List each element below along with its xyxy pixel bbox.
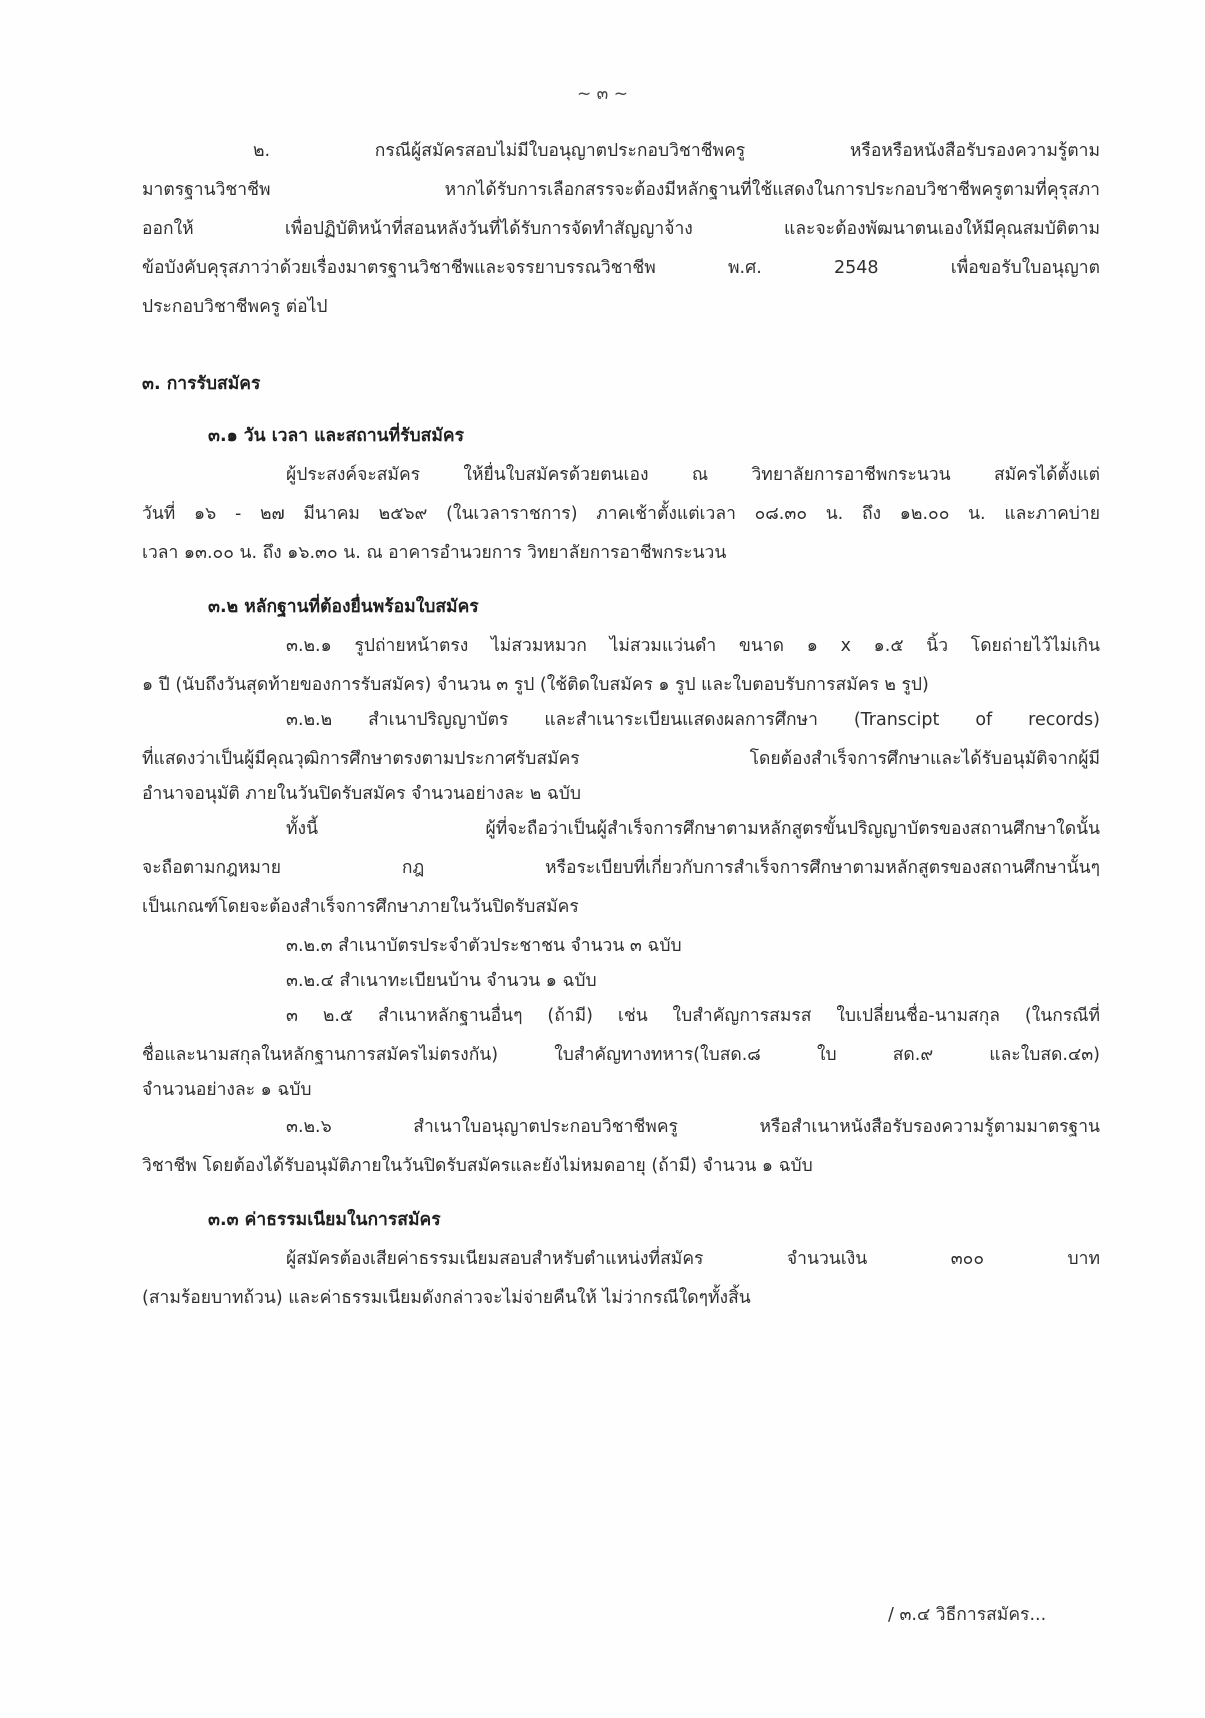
paragraph-line: อำนาจอนุมัติ ภายในวันปิดรับสมัคร จำนวนอย่างละ ๒ ฉบับ [142, 784, 581, 804]
evidence-item-3-2-3: ๓.๒.๓ สำเนาบัตรประจำตัวประชาชน จำนวน ๓ ฉบับ [286, 936, 682, 956]
evidence-item-3-2-1: ๓.๒.๑ รูปถ่ายหน้าตรง ไม่สวมหมวก ไม่สวมแว่นดำ ขนาด ๑ x ๑.๕ นิ้ว โดยถ่ายไว้ไม่เกิน [286, 636, 1100, 656]
section-3-heading: ๓. การรับสมัคร [142, 374, 261, 394]
evidence-item-3-2-5: ๓ ๒.๕ สำเนาหลักฐานอื่นๆ (ถ้ามี) เช่น ใบสำคัญการสมรส ใบเปลี่ยนชื่อ-นามสกุล (ในกรณีที่ [286, 1006, 1100, 1026]
page-number: ~ ๓ ~ [577, 84, 628, 104]
continuation-note: / ๓.๔ วิธีการสมัคร... [888, 1605, 1047, 1625]
paragraph-line: ที่แสดงว่าเป็นผู้มีคุณวุฒิการศึกษาตรงตามประกาศรับสมัคร โดยต้องสำเร็จการศึกษาและได้รับอนุมัติจากผู้มี [142, 749, 1100, 769]
paragraph-line: จำนวนอย่างละ ๑ ฉบับ [142, 1080, 312, 1100]
paragraph-line: ๑ ปี (นับถึงวันสุดท้ายของการรับสมัคร) จำนวน ๓ รูป (ใช้ติดใบสมัคร ๑ รูป และใบตอบรับการสมัคร ๒ รูป) [142, 675, 929, 695]
paragraph-line: เป็นเกณฑ์โดยจะต้องสำเร็จการศึกษาภายในวันปิดรับสมัคร [142, 897, 579, 917]
paragraph-line: ผู้สมัครต้องเสียค่าธรรมเนียมสอบสำหรับตำแหน่งที่สมัคร จำนวนเงิน ๓๐๐ บาท [286, 1249, 1100, 1269]
paragraph-line: ๒. กรณีผู้สมัครสอบไม่มีใบอนุญาตประกอบวิชาชีพครู หรือหรือหนังสือรับรองความรู้ตาม [253, 141, 1100, 161]
evidence-item-3-2-2: ๓.๒.๒ สำเนาปริญญาบัตร และสำเนาระเบียนแสดงผลการศึกษา (Transcipt of records) [286, 710, 1100, 730]
paragraph-line: ออกให้ เพื่อปฏิบัติหน้าที่สอนหลังวันที่ได้รับการจัดทำสัญญาจ้าง และจะต้องพัฒนาตนเองให้มีคุณสมบัติตาม [142, 219, 1100, 239]
paragraph-line: วันที่ ๑๖ - ๒๗ มีนาคม ๒๕๖๙ (ในเวลาราชการ) ภาคเช้าตั้งแต่เวลา ๐๘.๓๐ น. ถึง ๑๒.๐๐ น. และภาคบ่าย [142, 504, 1100, 524]
paragraph-line: มาตรฐานวิชาชีพ หากได้รับการเลือกสรรจะต้องมีหลักฐานที่ใช้แสดงในการประกอบวิชาชีพครูตามที่คุรุสภา [142, 180, 1100, 200]
subsection-3-1-heading: ๓.๑ วัน เวลา และสถานที่รับสมัคร [208, 426, 464, 446]
evidence-item-3-2-4: ๓.๒.๔ สำเนาทะเบียนบ้าน จำนวน ๑ ฉบับ [286, 971, 597, 991]
subsection-3-3-heading: ๓.๓ ค่าธรรมเนียมในการสมัคร [208, 1210, 441, 1230]
paragraph-line: ข้อบังคับคุรุสภาว่าด้วยเรื่องมาตรฐานวิชาชีพและจรรยาบรรณวิชาชีพ พ.ศ. 2548 เพื่อขอรับใบอนุญาต [142, 258, 1100, 278]
subsection-3-2-heading: ๓.๒ หลักฐานที่ต้องยื่นพร้อมใบสมัคร [208, 597, 479, 617]
paragraph-line: ชื่อและนามสกุลในหลักฐานการสมัครไม่ตรงกัน) ใบสำคัญทางทหาร(ใบสด.๘ ใบ สด.๙ และใบสด.๔๓) [142, 1045, 1100, 1065]
evidence-item-3-2-6: ๓.๒.๖ สำเนาใบอนุญาตประกอบวิชาชีพครู หรือสำเนาหนังสือรับรองความรู้ตามมาตรฐาน [286, 1117, 1100, 1137]
paragraph-line: (สามร้อยบาทถ้วน) และค่าธรรมเนียมดังกล่าวจะไม่จ่ายคืนให้ ไม่ว่ากรณีใดๆทั้งสิ้น [142, 1288, 751, 1308]
paragraph-line: ผู้ประสงค์จะสมัคร ให้ยื่นใบสมัครด้วยตนเอง ณ วิทยาลัยการอาชีพกระนวน สมัครได้ตั้งแต่ [286, 465, 1100, 485]
paragraph-line: จะถือตามกฎหมาย กฎ หรือระเบียบที่เกี่ยวกับการสำเร็จการศึกษาตามหลักสูตรของสถานศึกษานั้นๆ [142, 858, 1100, 878]
paragraph-line: ทั้งนี้ ผู้ที่จะถือว่าเป็นผู้สำเร็จการศึกษาตามหลักสูตรขั้นปริญญาบัตรของสถานศึกษาใดนั้น [286, 819, 1100, 839]
paragraph-line: วิชาชีพ โดยต้องได้รับอนุมัติภายในวันปิดรับสมัครและยังไม่หมดอายุ (ถ้ามี) จำนวน ๑ ฉบับ [142, 1156, 813, 1176]
paragraph-line: เวลา ๑๓.๐๐ น. ถึง ๑๖.๓๐ น. ณ อาคารอำนวยการ วิทยาลัยการอาชีพกระนวน [142, 543, 727, 563]
paragraph-line: ประกอบวิชาชีพครู ต่อไป [142, 297, 328, 317]
